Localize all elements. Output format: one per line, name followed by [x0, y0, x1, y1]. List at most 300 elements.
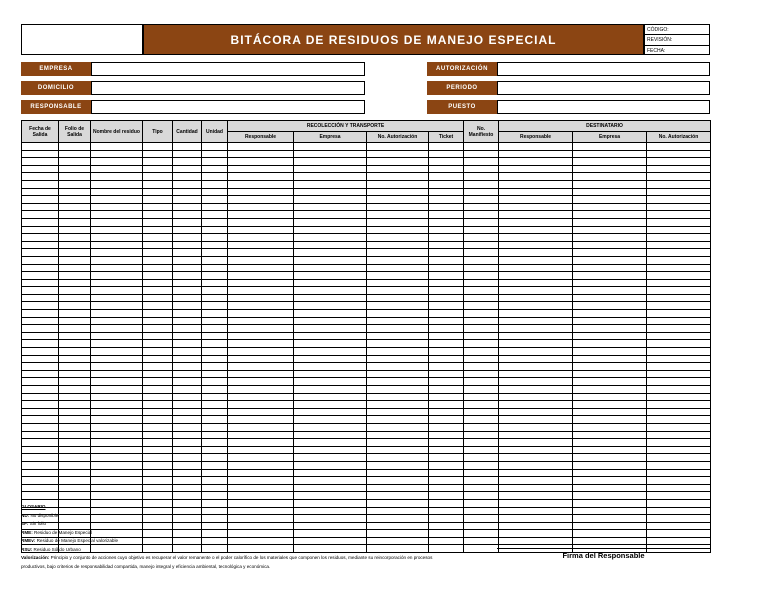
- table-cell[interactable]: [367, 150, 429, 158]
- table-cell[interactable]: [499, 408, 573, 416]
- table-cell[interactable]: [499, 325, 573, 333]
- table-cell[interactable]: [294, 348, 367, 356]
- table-cell[interactable]: [91, 408, 143, 416]
- table-cell[interactable]: [429, 264, 464, 272]
- table-cell[interactable]: [647, 218, 711, 226]
- table-cell[interactable]: [22, 370, 59, 378]
- table-cell[interactable]: [464, 203, 499, 211]
- table-cell[interactable]: [59, 439, 91, 447]
- table-cell[interactable]: [22, 439, 59, 447]
- table-cell[interactable]: [464, 272, 499, 280]
- table-cell[interactable]: [429, 310, 464, 318]
- table-cell[interactable]: [647, 150, 711, 158]
- table-cell[interactable]: [294, 150, 367, 158]
- table-cell[interactable]: [367, 249, 429, 257]
- table-cell[interactable]: [464, 492, 499, 500]
- table-cell[interactable]: [143, 386, 173, 394]
- table-cell[interactable]: [647, 294, 711, 302]
- table-cell[interactable]: [202, 180, 228, 188]
- table-cell[interactable]: [367, 272, 429, 280]
- table-cell[interactable]: [464, 256, 499, 264]
- table-cell[interactable]: [294, 355, 367, 363]
- table-cell[interactable]: [429, 401, 464, 409]
- table-cell[interactable]: [429, 287, 464, 295]
- table-cell[interactable]: [294, 180, 367, 188]
- table-cell[interactable]: [143, 226, 173, 234]
- table-cell[interactable]: [143, 196, 173, 204]
- table-cell[interactable]: [573, 408, 647, 416]
- table-cell[interactable]: [429, 218, 464, 226]
- domicilio-field[interactable]: [91, 81, 365, 95]
- table-cell[interactable]: [464, 180, 499, 188]
- table-cell[interactable]: [464, 469, 499, 477]
- table-cell[interactable]: [173, 439, 202, 447]
- table-cell[interactable]: [143, 446, 173, 454]
- table-cell[interactable]: [143, 143, 173, 151]
- table-cell[interactable]: [22, 264, 59, 272]
- table-cell[interactable]: [429, 188, 464, 196]
- table-cell[interactable]: [91, 241, 143, 249]
- table-cell[interactable]: [573, 241, 647, 249]
- table-cell[interactable]: [173, 226, 202, 234]
- table-cell[interactable]: [22, 469, 59, 477]
- table-cell[interactable]: [464, 211, 499, 219]
- table-cell[interactable]: [91, 180, 143, 188]
- table-cell[interactable]: [499, 234, 573, 242]
- table-cell[interactable]: [499, 294, 573, 302]
- table-cell[interactable]: [228, 446, 294, 454]
- table-cell[interactable]: [202, 332, 228, 340]
- table-cell[interactable]: [228, 363, 294, 371]
- table-cell[interactable]: [573, 386, 647, 394]
- table-cell[interactable]: [173, 279, 202, 287]
- table-cell[interactable]: [59, 180, 91, 188]
- table-cell[interactable]: [464, 393, 499, 401]
- table-cell[interactable]: [647, 439, 711, 447]
- table-cell[interactable]: [202, 226, 228, 234]
- table-cell[interactable]: [367, 340, 429, 348]
- table-cell[interactable]: [173, 211, 202, 219]
- table-cell[interactable]: [59, 310, 91, 318]
- table-cell[interactable]: [59, 355, 91, 363]
- table-cell[interactable]: [91, 431, 143, 439]
- table-cell[interactable]: [647, 272, 711, 280]
- table-cell[interactable]: [22, 431, 59, 439]
- table-cell[interactable]: [91, 150, 143, 158]
- table-cell[interactable]: [59, 408, 91, 416]
- table-cell[interactable]: [499, 180, 573, 188]
- table-cell[interactable]: [573, 507, 647, 515]
- table-cell[interactable]: [228, 469, 294, 477]
- table-cell[interactable]: [143, 203, 173, 211]
- table-cell[interactable]: [294, 165, 367, 173]
- table-cell[interactable]: [22, 272, 59, 280]
- table-cell[interactable]: [573, 249, 647, 257]
- table-cell[interactable]: [367, 408, 429, 416]
- table-cell[interactable]: [228, 492, 294, 500]
- table-cell[interactable]: [202, 378, 228, 386]
- table-cell[interactable]: [228, 173, 294, 181]
- table-cell[interactable]: [573, 439, 647, 447]
- table-cell[interactable]: [294, 218, 367, 226]
- table-cell[interactable]: [429, 241, 464, 249]
- table-cell[interactable]: [464, 165, 499, 173]
- table-cell[interactable]: [202, 196, 228, 204]
- table-cell[interactable]: [143, 302, 173, 310]
- table-cell[interactable]: [464, 545, 499, 553]
- table-cell[interactable]: [464, 439, 499, 447]
- table-cell[interactable]: [294, 249, 367, 257]
- table-cell[interactable]: [173, 477, 202, 485]
- table-cell[interactable]: [464, 143, 499, 151]
- table-cell[interactable]: [647, 317, 711, 325]
- table-cell[interactable]: [143, 431, 173, 439]
- table-cell[interactable]: [202, 340, 228, 348]
- table-cell[interactable]: [464, 423, 499, 431]
- table-cell[interactable]: [228, 211, 294, 219]
- table-cell[interactable]: [228, 143, 294, 151]
- table-cell[interactable]: [367, 203, 429, 211]
- table-cell[interactable]: [294, 310, 367, 318]
- table-cell[interactable]: [22, 234, 59, 242]
- table-cell[interactable]: [573, 287, 647, 295]
- meta-fecha[interactable]: FECHA:: [647, 47, 666, 54]
- table-cell[interactable]: [367, 264, 429, 272]
- table-cell[interactable]: [202, 249, 228, 257]
- table-cell[interactable]: [22, 158, 59, 166]
- table-cell[interactable]: [573, 492, 647, 500]
- table-cell[interactable]: [143, 272, 173, 280]
- table-cell[interactable]: [294, 393, 367, 401]
- table-cell[interactable]: [202, 477, 228, 485]
- table-cell[interactable]: [173, 325, 202, 333]
- table-cell[interactable]: [464, 325, 499, 333]
- table-cell[interactable]: [91, 332, 143, 340]
- table-cell[interactable]: [143, 416, 173, 424]
- table-cell[interactable]: [647, 363, 711, 371]
- table-cell[interactable]: [59, 302, 91, 310]
- table-cell[interactable]: [143, 211, 173, 219]
- table-cell[interactable]: [499, 454, 573, 462]
- table-cell[interactable]: [22, 218, 59, 226]
- table-cell[interactable]: [22, 378, 59, 386]
- table-cell[interactable]: [143, 325, 173, 333]
- table-cell[interactable]: [367, 196, 429, 204]
- table-cell[interactable]: [499, 423, 573, 431]
- table-cell[interactable]: [367, 234, 429, 242]
- table-cell[interactable]: [22, 310, 59, 318]
- table-cell[interactable]: [499, 393, 573, 401]
- table-cell[interactable]: [59, 256, 91, 264]
- table-cell[interactable]: [173, 241, 202, 249]
- table-cell[interactable]: [367, 416, 429, 424]
- table-cell[interactable]: [499, 461, 573, 469]
- table-cell[interactable]: [22, 446, 59, 454]
- table-cell[interactable]: [228, 279, 294, 287]
- table-cell[interactable]: [143, 249, 173, 257]
- table-cell[interactable]: [464, 355, 499, 363]
- table-cell[interactable]: [367, 431, 429, 439]
- table-cell[interactable]: [143, 408, 173, 416]
- table-cell[interactable]: [573, 477, 647, 485]
- table-cell[interactable]: [294, 287, 367, 295]
- table-cell[interactable]: [91, 249, 143, 257]
- table-cell[interactable]: [573, 173, 647, 181]
- table-cell[interactable]: [143, 317, 173, 325]
- table-cell[interactable]: [173, 386, 202, 394]
- table-cell[interactable]: [22, 317, 59, 325]
- table-cell[interactable]: [228, 180, 294, 188]
- table-cell[interactable]: [499, 469, 573, 477]
- table-cell[interactable]: [464, 401, 499, 409]
- table-cell[interactable]: [143, 363, 173, 371]
- table-cell[interactable]: [228, 310, 294, 318]
- table-cell[interactable]: [499, 310, 573, 318]
- table-cell[interactable]: [429, 477, 464, 485]
- table-cell[interactable]: [464, 317, 499, 325]
- table-cell[interactable]: [143, 158, 173, 166]
- table-cell[interactable]: [573, 302, 647, 310]
- table-cell[interactable]: [228, 218, 294, 226]
- table-cell[interactable]: [464, 431, 499, 439]
- table-cell[interactable]: [367, 218, 429, 226]
- table-cell[interactable]: [573, 234, 647, 242]
- table-cell[interactable]: [173, 401, 202, 409]
- table-cell[interactable]: [647, 431, 711, 439]
- table-cell[interactable]: [367, 393, 429, 401]
- table-cell[interactable]: [464, 234, 499, 242]
- table-cell[interactable]: [143, 165, 173, 173]
- table-cell[interactable]: [464, 302, 499, 310]
- table-cell[interactable]: [173, 393, 202, 401]
- table-cell[interactable]: [573, 454, 647, 462]
- table-cell[interactable]: [228, 370, 294, 378]
- table-cell[interactable]: [367, 446, 429, 454]
- table-cell[interactable]: [202, 143, 228, 151]
- table-cell[interactable]: [91, 378, 143, 386]
- table-cell[interactable]: [464, 507, 499, 515]
- table-cell[interactable]: [59, 173, 91, 181]
- table-cell[interactable]: [573, 150, 647, 158]
- table-cell[interactable]: [228, 264, 294, 272]
- table-cell[interactable]: [202, 363, 228, 371]
- table-cell[interactable]: [202, 492, 228, 500]
- table-cell[interactable]: [367, 363, 429, 371]
- table-cell[interactable]: [294, 431, 367, 439]
- table-cell[interactable]: [294, 143, 367, 151]
- table-cell[interactable]: [173, 461, 202, 469]
- table-cell[interactable]: [647, 401, 711, 409]
- table-cell[interactable]: [499, 158, 573, 166]
- table-cell[interactable]: [202, 370, 228, 378]
- table-cell[interactable]: [173, 287, 202, 295]
- table-cell[interactable]: [647, 302, 711, 310]
- table-cell[interactable]: [202, 218, 228, 226]
- table-cell[interactable]: [173, 340, 202, 348]
- table-cell[interactable]: [202, 386, 228, 394]
- table-cell[interactable]: [143, 256, 173, 264]
- table-cell[interactable]: [647, 355, 711, 363]
- table-cell[interactable]: [647, 492, 711, 500]
- table-cell[interactable]: [464, 386, 499, 394]
- table-cell[interactable]: [367, 386, 429, 394]
- table-cell[interactable]: [22, 386, 59, 394]
- table-cell[interactable]: [173, 234, 202, 242]
- table-cell[interactable]: [22, 180, 59, 188]
- table-cell[interactable]: [143, 332, 173, 340]
- table-cell[interactable]: [429, 431, 464, 439]
- table-cell[interactable]: [647, 370, 711, 378]
- table-cell[interactable]: [22, 249, 59, 257]
- table-cell[interactable]: [573, 537, 647, 545]
- table-cell[interactable]: [429, 348, 464, 356]
- table-cell[interactable]: [59, 370, 91, 378]
- table-cell[interactable]: [573, 484, 647, 492]
- table-cell[interactable]: [202, 355, 228, 363]
- table-cell[interactable]: [202, 211, 228, 219]
- table-cell[interactable]: [647, 477, 711, 485]
- table-cell[interactable]: [647, 158, 711, 166]
- table-cell[interactable]: [294, 226, 367, 234]
- table-cell[interactable]: [59, 317, 91, 325]
- table-cell[interactable]: [499, 165, 573, 173]
- table-cell[interactable]: [464, 310, 499, 318]
- table-cell[interactable]: [143, 461, 173, 469]
- table-cell[interactable]: [294, 454, 367, 462]
- table-cell[interactable]: [59, 332, 91, 340]
- table-cell[interactable]: [59, 279, 91, 287]
- table-cell[interactable]: [228, 431, 294, 439]
- table-cell[interactable]: [294, 234, 367, 242]
- table-cell[interactable]: [91, 363, 143, 371]
- table-cell[interactable]: [429, 439, 464, 447]
- table-cell[interactable]: [173, 370, 202, 378]
- table-cell[interactable]: [143, 484, 173, 492]
- table-cell[interactable]: [91, 165, 143, 173]
- table-cell[interactable]: [91, 386, 143, 394]
- table-cell[interactable]: [573, 416, 647, 424]
- table-cell[interactable]: [573, 196, 647, 204]
- table-cell[interactable]: [59, 363, 91, 371]
- table-cell[interactable]: [573, 363, 647, 371]
- table-cell[interactable]: [59, 325, 91, 333]
- table-cell[interactable]: [573, 256, 647, 264]
- table-cell[interactable]: [294, 325, 367, 333]
- table-cell[interactable]: [294, 484, 367, 492]
- table-cell[interactable]: [499, 355, 573, 363]
- table-cell[interactable]: [143, 188, 173, 196]
- table-cell[interactable]: [143, 218, 173, 226]
- table-cell[interactable]: [228, 477, 294, 485]
- table-cell[interactable]: [228, 165, 294, 173]
- table-cell[interactable]: [573, 264, 647, 272]
- table-cell[interactable]: [429, 150, 464, 158]
- table-cell[interactable]: [499, 348, 573, 356]
- table-cell[interactable]: [59, 477, 91, 485]
- table-cell[interactable]: [294, 196, 367, 204]
- meta-codigo[interactable]: CÓDIGO:: [645, 25, 709, 35]
- table-cell[interactable]: [22, 423, 59, 431]
- table-cell[interactable]: [143, 241, 173, 249]
- table-cell[interactable]: [173, 355, 202, 363]
- table-cell[interactable]: [573, 188, 647, 196]
- table-cell[interactable]: [228, 203, 294, 211]
- table-cell[interactable]: [573, 522, 647, 530]
- table-cell[interactable]: [143, 401, 173, 409]
- table-cell[interactable]: [59, 196, 91, 204]
- table-cell[interactable]: [294, 386, 367, 394]
- table-cell[interactable]: [294, 188, 367, 196]
- table-cell[interactable]: [173, 317, 202, 325]
- table-cell[interactable]: [647, 196, 711, 204]
- table-cell[interactable]: [91, 348, 143, 356]
- table-cell[interactable]: [202, 302, 228, 310]
- table-cell[interactable]: [367, 158, 429, 166]
- table-cell[interactable]: [143, 279, 173, 287]
- table-cell[interactable]: [22, 416, 59, 424]
- table-cell[interactable]: [59, 378, 91, 386]
- table-cell[interactable]: [499, 370, 573, 378]
- table-cell[interactable]: [429, 165, 464, 173]
- table-cell[interactable]: [429, 454, 464, 462]
- table-cell[interactable]: [143, 469, 173, 477]
- table-cell[interactable]: [59, 454, 91, 462]
- table-cell[interactable]: [429, 196, 464, 204]
- table-cell[interactable]: [429, 279, 464, 287]
- table-cell[interactable]: [228, 249, 294, 257]
- table-cell[interactable]: [173, 484, 202, 492]
- table-cell[interactable]: [499, 203, 573, 211]
- table-cell[interactable]: [499, 537, 573, 545]
- table-cell[interactable]: [228, 158, 294, 166]
- table-cell[interactable]: [228, 325, 294, 333]
- table-cell[interactable]: [499, 484, 573, 492]
- table-cell[interactable]: [202, 317, 228, 325]
- table-cell[interactable]: [202, 234, 228, 242]
- table-cell[interactable]: [294, 416, 367, 424]
- table-cell[interactable]: [202, 264, 228, 272]
- table-cell[interactable]: [228, 234, 294, 242]
- table-cell[interactable]: [367, 287, 429, 295]
- table-cell[interactable]: [294, 469, 367, 477]
- table-cell[interactable]: [573, 461, 647, 469]
- table-cell[interactable]: [499, 522, 573, 530]
- table-cell[interactable]: [499, 218, 573, 226]
- table-cell[interactable]: [143, 150, 173, 158]
- table-cell[interactable]: [173, 188, 202, 196]
- table-cell[interactable]: [294, 317, 367, 325]
- table-cell[interactable]: [59, 218, 91, 226]
- table-cell[interactable]: [429, 317, 464, 325]
- table-cell[interactable]: [464, 279, 499, 287]
- table-cell[interactable]: [202, 241, 228, 249]
- table-cell[interactable]: [429, 355, 464, 363]
- table-cell[interactable]: [429, 340, 464, 348]
- table-cell[interactable]: [429, 272, 464, 280]
- table-cell[interactable]: [464, 454, 499, 462]
- table-cell[interactable]: [202, 484, 228, 492]
- table-cell[interactable]: [202, 173, 228, 181]
- table-cell[interactable]: [647, 203, 711, 211]
- table-cell[interactable]: [91, 325, 143, 333]
- table-cell[interactable]: [464, 332, 499, 340]
- table-cell[interactable]: [202, 469, 228, 477]
- table-cell[interactable]: [573, 180, 647, 188]
- table-cell[interactable]: [647, 340, 711, 348]
- table-cell[interactable]: [22, 143, 59, 151]
- table-cell[interactable]: [464, 196, 499, 204]
- table-cell[interactable]: [573, 348, 647, 356]
